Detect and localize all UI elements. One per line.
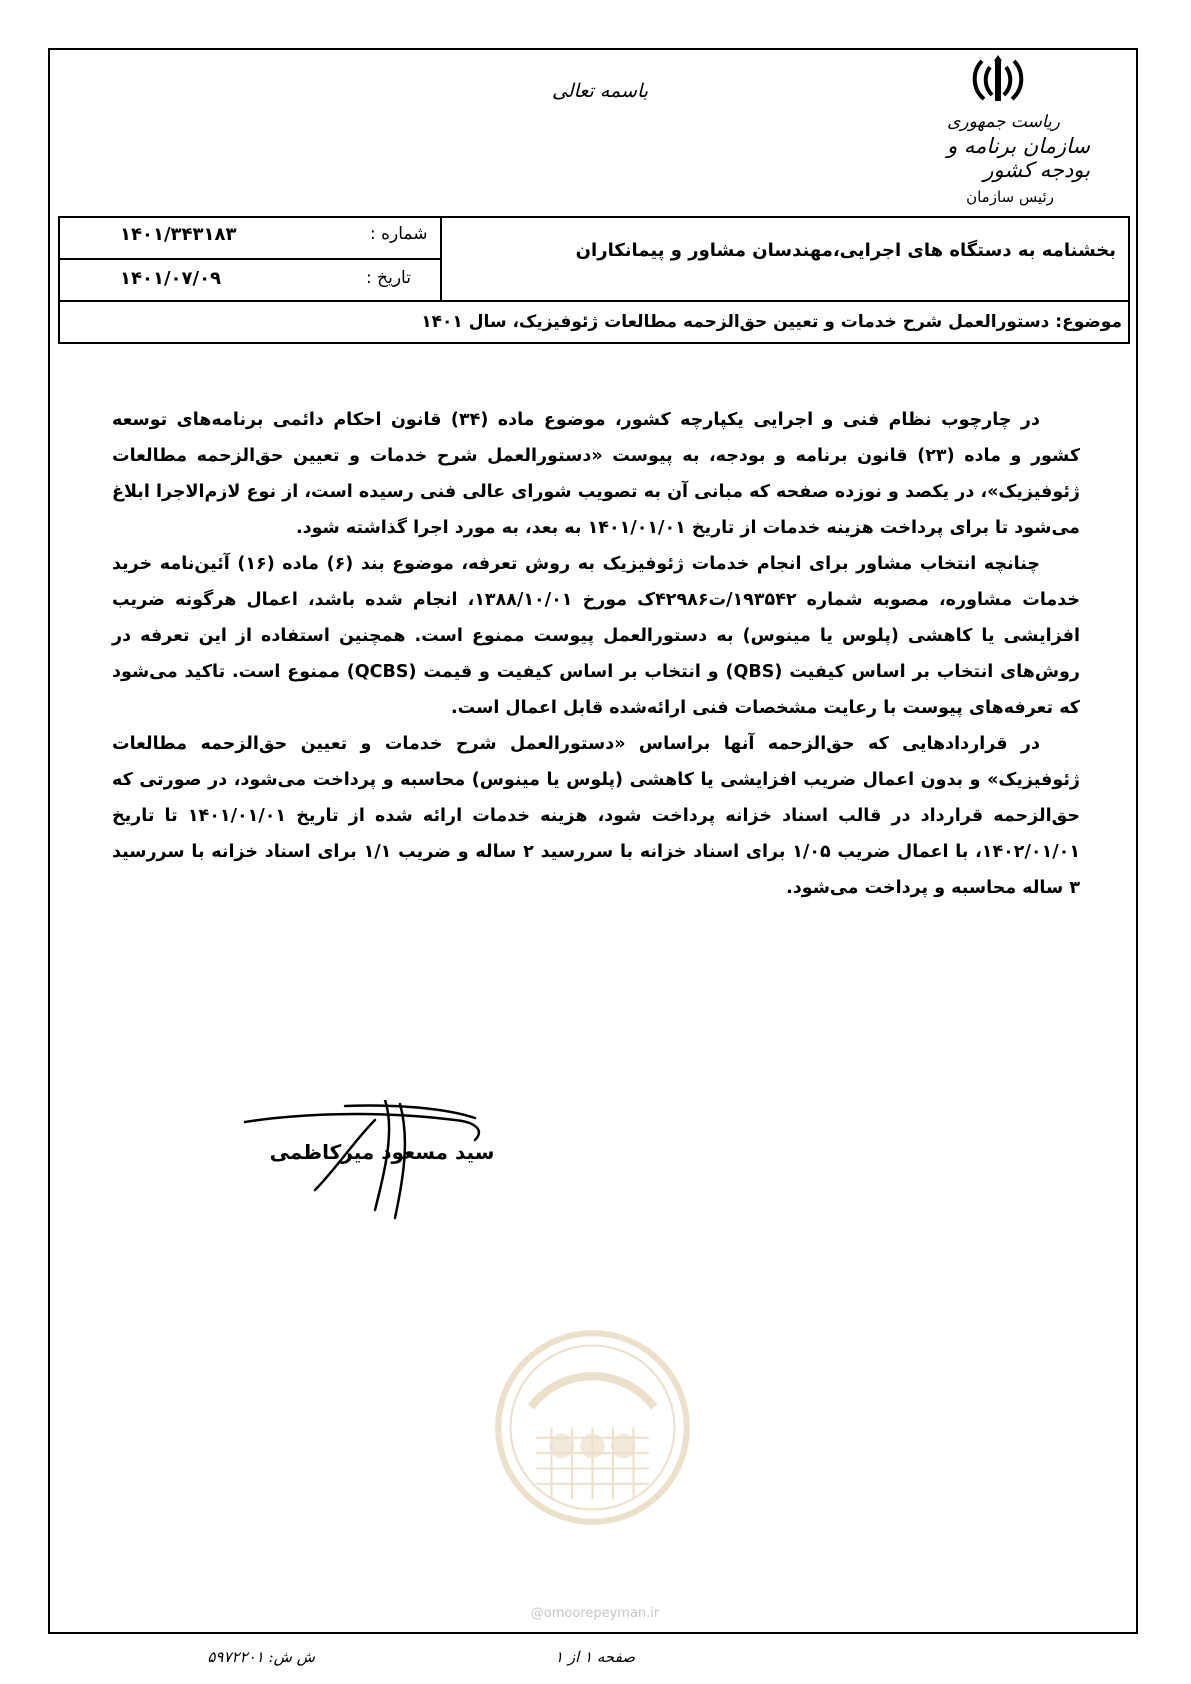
signatory-name: سید مسعود میرکاظمی xyxy=(269,1140,495,1164)
body-paragraph: در چارچوب نظام فنی و اجرایی یکپارچه کشور، موضوع ماده (۳۴) قانون احکام دائمی برنامه‌های توسعه کشور و ماده (۲۳) قانون برنامه و بودجه، به پیوست «دستورالعمل شرح خدمات و تعیین حق‌الزحمه مطالعات ژئوفیزیک»، در یکصد و نوزده صفحه که مبانی آن به تصویب شورای عالی فنی رسیده است، از نوع لازم‌الاجرا ابلاغ می‌شود تا برای پرداخت هزینه خدمات از تاریخ ۱۴۰۱/۰۱/۰۱ به بعد، به مورد اجرا گذاشته شود. xyxy=(112,410,1081,538)
number-label: شماره : xyxy=(370,224,428,244)
footer-page-number: صفحه ۱ از ۱ xyxy=(555,1648,635,1666)
watermark-url: @omoorepeyman.ir xyxy=(530,1606,660,1621)
org-line-head: رئیس سازمان xyxy=(966,188,1054,206)
letter-date: ۱۴۰۱/۰۷/۰۹ xyxy=(120,268,222,289)
body-paragraph: چنانچه انتخاب مشاور برای انجام خدمات ژئوفیزیک به روش تعرفه، موضوع بند (۶) ماده (۱۶) آئین‌نامه خرید خدمات مشاوره، مصوبه شماره ۱۹۳۵۴۲/ت۴۲۹۸۶ک مورخ ۱۳۸۸/۱۰/۰۱، انجام شده باشد، اعمال هرگونه ضریب افزایشی یا کاهشی (پلوس یا مینوس) به دستورالعمل پیوست ممنوع است. همچنین استفاده از این تعرفه در روش‌های انتخاب بر اساس کیفیت (QBS) و انتخاب بر اساس کیفیت و قیمت (QCBS) ممنوع است. تاکید می‌شود که تعرفه‌های پیوست با رعایت مشخصات فنی ارائه‌شده قابل اعمال است. xyxy=(112,554,1080,718)
addressee: بخشنامه به دستگاه های اجرایی،مهندسان مشاور و پیمانکاران xyxy=(575,240,1116,261)
table-divider xyxy=(60,258,441,260)
footer-code: ش ش: ۵۹۷۲۲۰۱ xyxy=(207,1648,315,1666)
org-line-presidency: ریاست جمهوری xyxy=(947,112,1060,132)
table-divider xyxy=(60,300,1128,302)
letter-body xyxy=(112,402,1080,906)
watermark-seal-icon xyxy=(490,1325,695,1530)
basmala: باسمه تعالی xyxy=(551,80,649,102)
letter-header-table xyxy=(58,216,1130,344)
letter-number: ۱۴۰۱/۳۴۳۱۸۳ xyxy=(120,224,237,245)
subject-line: موضوع: دستورالعمل شرح خدمات و تعیین حق‌الزحمه مطالعات ژئوفیزیک، سال ۱۴۰۱ xyxy=(421,312,1122,332)
date-label: تاریخ : xyxy=(366,268,411,288)
org-line-organization: سازمان برنامه و بودجه کشور xyxy=(947,134,1090,182)
iran-emblem-icon xyxy=(968,55,1028,107)
body-paragraph: در قراردادهایی که حق‌الزحمه آنها براساس «دستورالعمل شرح خدمات و تعیین حق‌الزحمه مطالعات ژئوفیزیک» و بدون اعمال ضریب افزایشی یا کاهشی (پلوس یا مینوس) محاسبه و پرداخت می‌شود، در صورتی که حق‌الزحمه قرارداد در قالب اسناد خزانه پرداخت شود، هزینه خدمات ارائه شده از تاریخ ۱۴۰۱/۰۱/۰۱ تا تاریخ ۱۴۰۲/۰۱/۰۱، با اعمال ضریب ۱/۰۵ برای اسناد خزانه با سررسید ۲ ساله و ضریب ۱/۱ برای اسناد خزانه با سررسید ۳ ساله محاسبه و پرداخت می‌شود. xyxy=(112,734,1081,898)
organization-header xyxy=(900,112,1090,206)
